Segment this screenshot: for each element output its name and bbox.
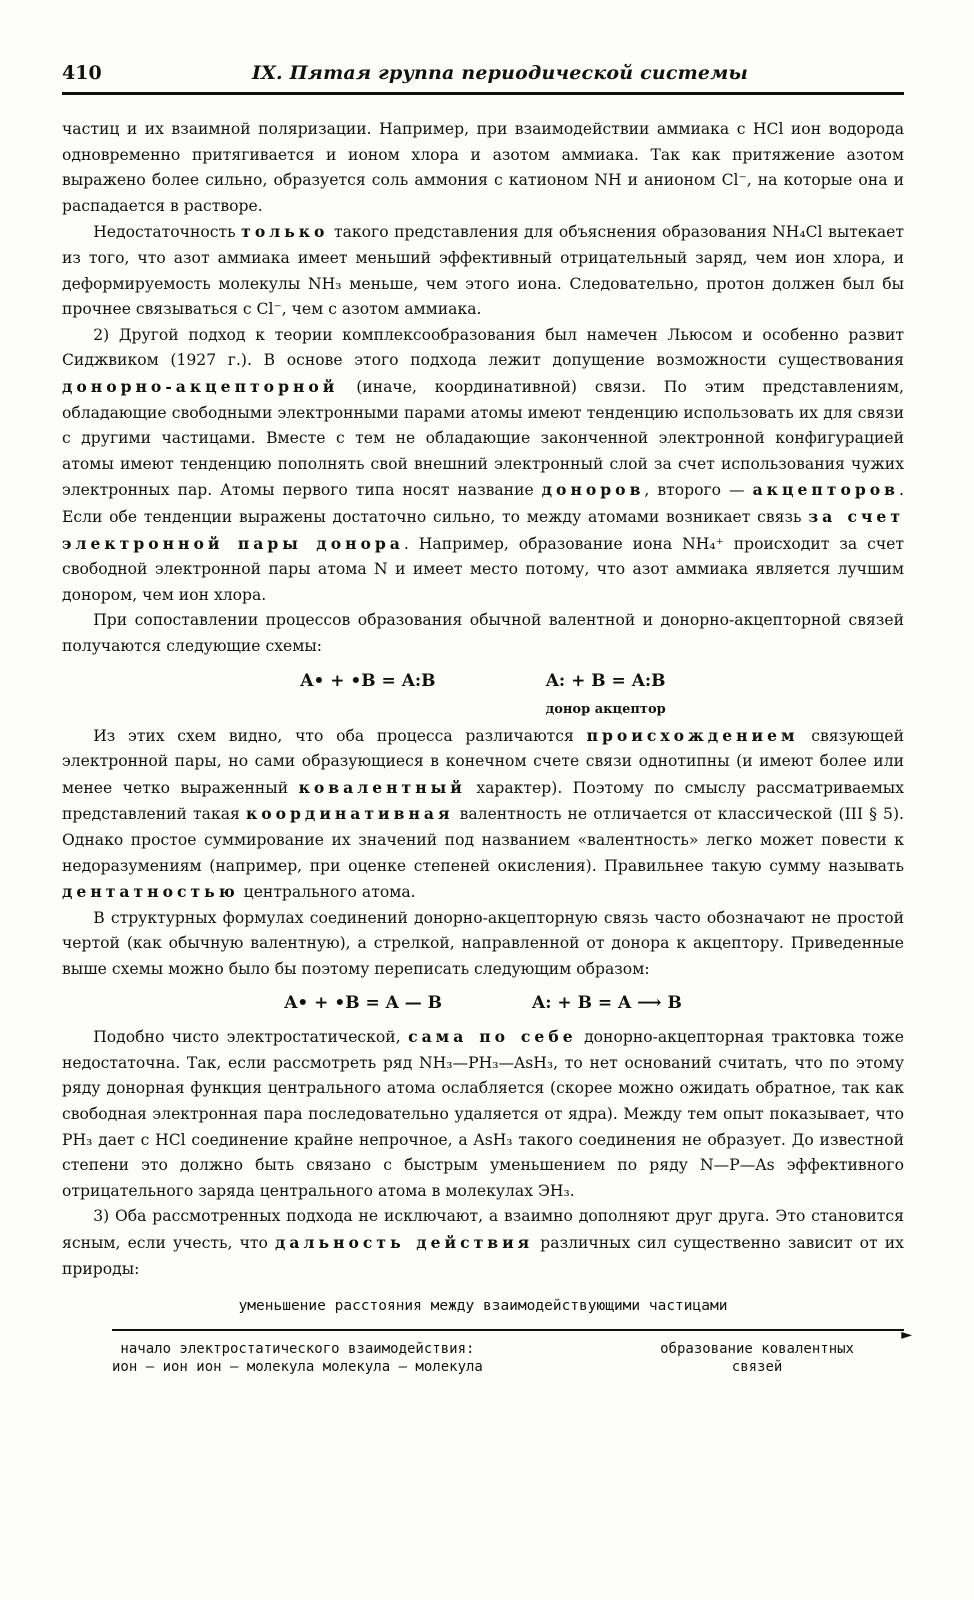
diagram-right-label bbox=[660, 1340, 854, 1376]
emphasis: ковалентный bbox=[298, 777, 466, 797]
emphasis: сама по себе bbox=[408, 1027, 577, 1047]
text-run: характер). Поэтому по смыслу рассматриваемых представлений такая bbox=[62, 778, 904, 824]
text-body bbox=[62, 117, 912, 1376]
scheme-1-donor-acceptor bbox=[546, 669, 666, 722]
left-label-line-1: начало электростатического взаимодействия: bbox=[120, 1340, 475, 1357]
forces-diagram bbox=[62, 1294, 912, 1376]
paragraph-7 bbox=[62, 1024, 904, 1204]
text-run: 3) Оба рассмотренных подхода не исключают, а взаимно дополняют друг друга. Это становится ясным, если учесть, что bbox=[62, 1207, 904, 1252]
scheme-2-covalent: A• + •B = A — B bbox=[284, 992, 443, 1013]
paragraph-6: В структурных формулах соединений донорно-акцепторную связь часто обозначают не простой чертой (как обычную валентную), а стрелкой, направленной от донора к акцептору. Приведенные выше схемы можно было бы поэтому переписать следующим образом: bbox=[62, 908, 904, 978]
text-run: донорно-акцепторная трактовка тоже недостаточна. Так, если рассмотреть ряд NH₃—PH₃—AsH₃, то нет оснований считать, что по этому ряду донорная функция центрального атома ослабляется (скорее можно ожидать обратное, так как свободная электронная пара последовательно удаляется от ядра). Между тем опыт показывает, что PH₃ дает с HCl соединение крайне непрочное, а AsH₃ такого соединения не образует. До известной степени это должно быть связано с быстрым уменьшением по ряду N—P—As эффективного отрицательного заряда центрального атома в молекулах ЭН₃. bbox=[62, 1028, 904, 1200]
emphasis: донорно-акцепторной bbox=[62, 376, 339, 396]
paragraph-8 bbox=[62, 1204, 904, 1282]
running-title: IX. Пятая группа периодической системы bbox=[252, 62, 749, 84]
diagram-left-label bbox=[112, 1340, 483, 1376]
emphasis: происхождением bbox=[586, 725, 799, 745]
emphasis: дальность действия bbox=[275, 1232, 534, 1252]
emphasis: акцепторов bbox=[752, 480, 900, 500]
paragraph-4: При сопоставлении процессов образования обычной валентной и донорно-акцепторной связей получаются следующие схемы: bbox=[62, 611, 904, 655]
scheme-1-right-formula: A: + B = A:B bbox=[545, 671, 666, 692]
text-run: различных сил существенно зависит от их природы: bbox=[62, 1233, 904, 1278]
diagram-labels bbox=[62, 1340, 904, 1376]
text-run: (иначе, координативной) связи. По этим представлениям, обладающие свободными электронными парами атомы имеют тенденцию использовать их для связи с другими частицами. Вместе с тем не обладающие законченной электронной конфигурацией атомы имеют тенденцию пополнять свой внешний электронный слой за счет использования чужих электронных пар. Атомы первого типа носят название bbox=[62, 377, 904, 500]
emphasis: только bbox=[241, 222, 329, 242]
text-run: связующей электронной пары, но сами образующиеся в конечном счете связи однотипны (и имеют более или менее четко выраженный bbox=[62, 726, 904, 797]
distance-arrow bbox=[62, 1324, 912, 1343]
emphasis: доноров bbox=[541, 480, 645, 500]
scheme-2-donor-acceptor: A: + B = A ⟶ B bbox=[532, 992, 682, 1013]
text-run: . Например, образование иона NH₄⁺ происходит за счет свободной электронной пары атома N и имеет место потому, что азот аммиака является лучшим донором, чем ион хлора. bbox=[62, 534, 904, 604]
page-header bbox=[62, 62, 904, 95]
text-run: центрального атома. bbox=[238, 883, 416, 902]
page-number: 410 bbox=[62, 62, 102, 84]
text-run: , второго — bbox=[644, 481, 753, 500]
scheme-1-caption: донор акцептор bbox=[545, 702, 666, 718]
text-run: такого представления для объяснения образования NH₄Cl вытекает из того, что азот аммиака имеет меньший эффективный отрицательный заряд, чем ион хлора, и деформируемость молекулы NH₃ меньше, чем этого иона. Следовательно, протон должен был бы прочнее связываться с Cl⁻, чем с азотом аммиака. bbox=[62, 223, 905, 319]
emphasis: координативная bbox=[245, 804, 454, 824]
text-run: Из этих схем видно, что оба процесса различаются bbox=[93, 726, 587, 745]
text-run: Подобно чисто электростатической, bbox=[93, 1028, 409, 1047]
arrow-head-icon: ► bbox=[901, 1326, 912, 1343]
scheme-1 bbox=[62, 669, 904, 722]
arrow-line bbox=[112, 1329, 904, 1331]
emphasis: за счет электронной пары донора bbox=[62, 506, 904, 553]
paragraph-1: частиц и их взаимной поляризации. Например, при взаимодействии аммиака с HCl ион водорода одновременно притягивается и ионом хлора и азотом аммиака. Так как притяжение азотом выражено более сильно, образуется соль аммония с катионом NH и анионом Cl⁻, на которые она и распадается в растворе. bbox=[62, 120, 904, 215]
scheme-1-covalent: A• + •B = A:B bbox=[300, 671, 436, 692]
diagram-top-label: уменьшение расстояния между взаимодействующими частицами bbox=[238, 1298, 728, 1315]
text-run: Недостаточность bbox=[93, 223, 242, 242]
paragraph-2 bbox=[62, 219, 904, 322]
text-run: 2) Другой подход к теории комплексообразования был намечен Льюсом и особенно развит Сиджвиком (1927 г.). В основе этого подхода лежит допущение возможности существования bbox=[62, 325, 904, 370]
text-run: валентность не отличается от классической (III § 5). Однако простое суммирование их значений под названием «валентность» легко может повести к недоразумениям (например, при оценке степеней окисления). Правильнее такую сумму называть bbox=[62, 805, 904, 875]
left-label-line-2: ион — ион ион — молекула молекула — молекула bbox=[112, 1358, 483, 1375]
scheme-2 bbox=[62, 991, 904, 1017]
text-run: . Если обе тенденции выражены достаточно сильно, то между атомами возникает связь bbox=[62, 481, 904, 526]
paragraph-5 bbox=[62, 723, 904, 906]
right-label-line-1: образование ковалентных bbox=[660, 1340, 854, 1357]
paragraph-3 bbox=[62, 323, 904, 609]
emphasis: дентатностью bbox=[62, 882, 239, 902]
right-label-line-2: связей bbox=[731, 1358, 783, 1375]
